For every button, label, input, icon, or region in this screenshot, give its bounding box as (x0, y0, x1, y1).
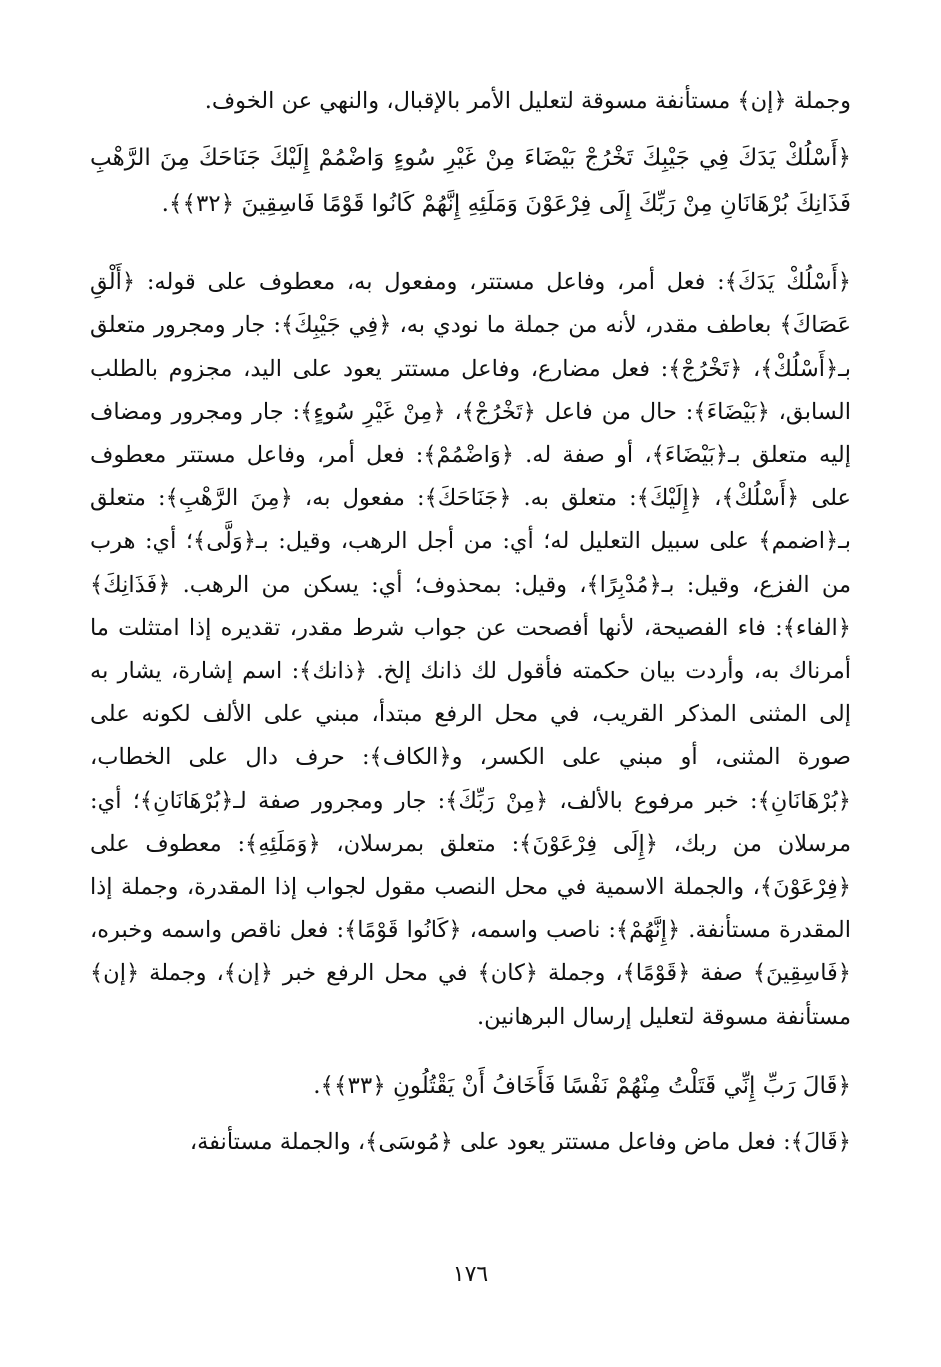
quran-verse-32: ﴿أَسْلُكْ يَدَكَ فِي جَيْبِكَ تَخْرُجْ بَيْضَاءَ مِنْ غَيْرِ سُوءٍ وَاضْمُمْ إِلَيْكَ جَنَاحَكَ مِنَ الرَّهْبِ فَذَانِكَ بُرْهَانَانِ مِنْ رَبِّكَ إِلَى فِرْعَوْنَ وَمَلَئِهِ إِنَّهُمْ كَانُوا قَوْمًا فَاسِقِينَ ﴿٣٢﴾﴾. (90, 145, 851, 218)
page-number: ١٧٦ (452, 1262, 489, 1287)
paragraph-intro: وجملة ﴿إن﴾ مستأنفة مسوقة لتعليل الأمر بالإقبال، والنهي عن الخوف. (204, 88, 851, 114)
quran-verse-33: ﴿قَالَ رَبِّ إِنِّي قَتَلْتُ مِنْهُمْ نَفْسًا فَأَخَافُ أَنْ يَقْتُلُونِ ﴿٣٣﴾﴾. (313, 1072, 851, 1099)
paragraph-qala-analysis: ﴿قَالَ﴾: فعل ماض وفاعل مستتر يعود على ﴿مُوسَى﴾، والجملة مستأنفة، (189, 1128, 851, 1155)
paragraph-grammar-analysis: ﴿أَسْلُكْ يَدَكَ﴾: فعل أمر، وفاعل مستتر، ومفعول به، معطوف على قوله: ﴿أَلْقِ عَصَاكَ﴾ بعاطف مقدر، لأنه من جملة ما نودي به، ﴿فِي جَيْبِكَ﴾: جار ومجرور متعلق بـ﴿أَسْلُكْ﴾، ﴿تَخْرُجْ﴾: فعل مضارع، وفاعل مستتر يعود على اليد، مجزوم بالطلب السابق، ﴿بَيْضَاءَ﴾: حال من فاعل ﴿تَخْرُجْ﴾، ﴿مِنْ غَيْرِ سُوءٍ﴾: جار ومجرور ومضاف إليه متعلق بـ﴿بَيْضَاءَ﴾، أو صفة له. ﴿وَاضْمُمْ﴾: فعل أمر، وفاعل مستتر معطوف على ﴿أَسْلُكْ﴾، ﴿إِلَيْكَ﴾: متعلق به. ﴿جَنَاحَكَ﴾: مفعول به، ﴿مِنَ الرَّهْبِ﴾: متعلق بـ﴿اضمم﴾ على سبيل التعليل له؛ أي: من أجل الرهب، وقيل: بـ﴿وَلَّى﴾؛ أي: هرب من الفزع، وقيل: بـ﴿مُدْبِرًا﴾، وقيل: بمحذوف؛ أي: يسكن من الرهب. ﴿فَذَانِكَ﴾ ﴿الفاء﴾: فاء الفصيحة، لأنها أفصحت عن جواب شرط مقدر، تقديره إذا امتثلت ما أمرناك به، وأردت بيان حكمته فأقول لك ذانك إلخ. ﴿ذانك﴾: اسم إشارة، يشار به إلى المثنى المذكر القريب، في محل الرفع مبتدأ، مبني على الألف لكونه على صورة المثنى، أو مبني على الكسر، و﴿الكاف﴾: حرف دال على الخطاب، ﴿بُرْهَانَانِ﴾: خبر مرفوع بالألف، ﴿مِنْ رَبِّكَ﴾: جار ومجرور صفة لـ﴿بُرْهَانَانِ﴾؛ أي: مرسلان من ربك، ﴿إِلَى فِرْعَوْنَ﴾: متعلق بمرسلان، ﴿وَمَلَئِهِ﴾: معطوف على ﴿فِرْعَوْنَ﴾، والجملة الاسمية في محل النصب مقول لجواب إذا المقدرة، وجملة إذا المقدرة مستأنفة. ﴿إِنَّهُمْ﴾: ناصب واسمه، ﴿كَانُوا قَوْمًا﴾: فعل ناقص واسمه وخبره، ﴿فَاسِقِينَ﴾ صفة ﴿قَوْمًا﴾، وجملة ﴿كان﴾ في محل الرفع خبر ﴿إن﴾، وجملة ﴿إن﴾ مستأنفة مسوقة لتعليل إرسال البرهانين. (90, 269, 851, 1030)
